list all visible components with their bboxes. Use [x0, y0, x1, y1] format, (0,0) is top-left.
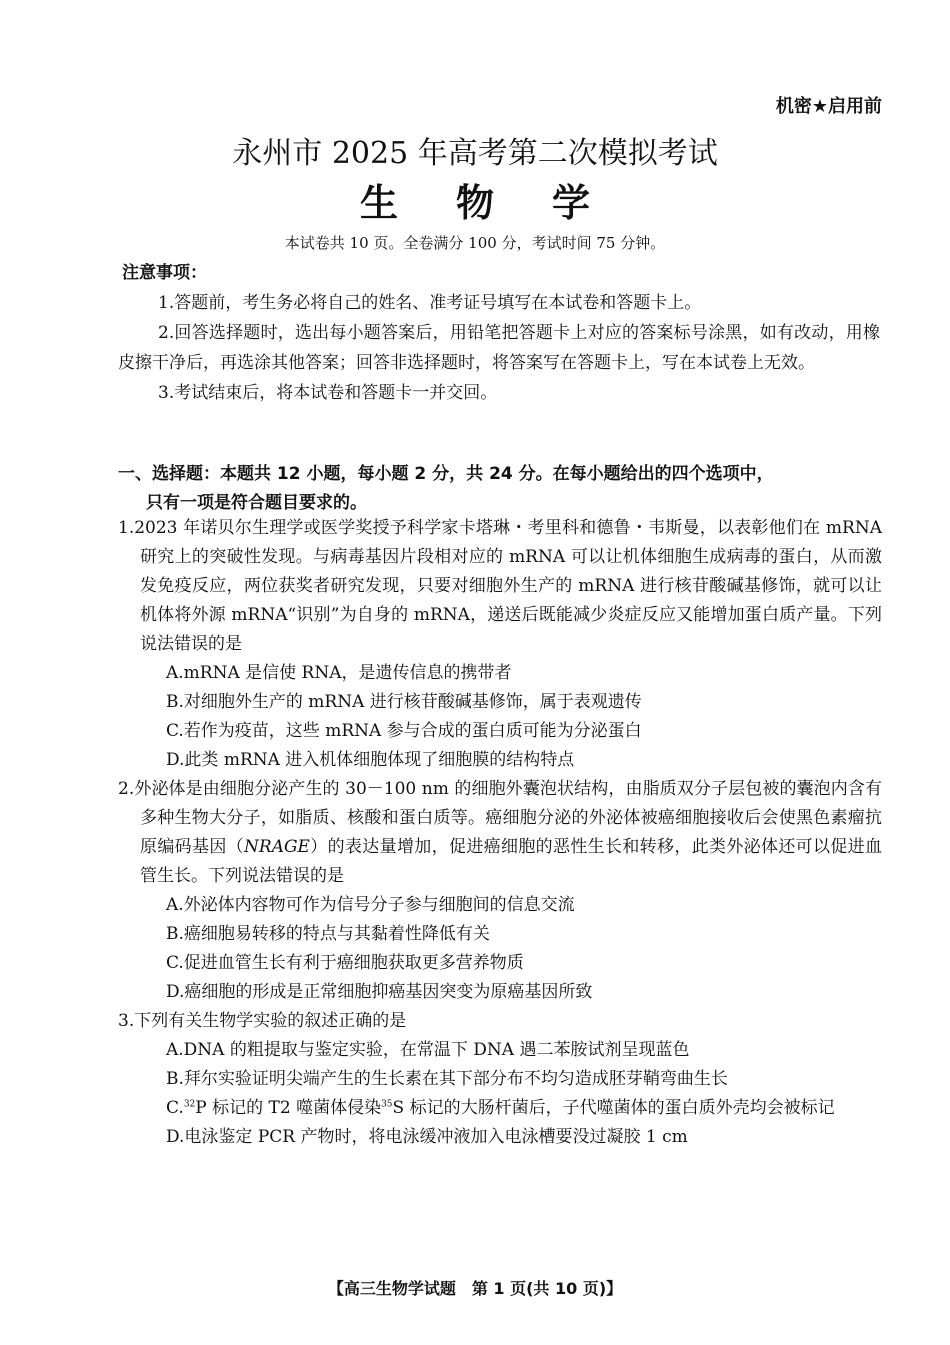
option-c-label: C.	[166, 1098, 184, 1118]
section-heading-line2: 只有一项是符合题目要求的。	[146, 493, 367, 513]
subject-title: 生物学	[359, 181, 648, 225]
question-3-option-a: A.DNA 的粗提取与鉴定实验，在常温下 DNA 遇二苯胺试剂呈现蓝色	[166, 1040, 690, 1060]
question-1	[118, 514, 882, 775]
question-1-stem: 1.2023 年诺贝尔生理学或医学奖授予科学家卡塔琳・考里科和德鲁・韦斯曼，以表彰他们在 mRNA 研究上的突破性发现。与病毒基因片段相对应的 mRNA 可以让机体细胞生成病毒的蛋白，从而激发免疫反应，两位获奖者研究发现，只要对细胞外生产的 mRNA 进行核苷酸碱基修饰，就可以让机体将外源 mRNA“识别”为自身的 mRNA，递送后既能减少炎症反应又能增加蛋白质产量。下列说法错误的是	[118, 518, 882, 654]
notes-block	[118, 258, 880, 408]
option-c-text-2: S 标记的大肠杆菌后，子代噬菌体的蛋白质外壳均会被标记	[392, 1098, 835, 1118]
page-footer: 【高三生物学试题 第 1 页(共 10 页)】	[327, 1279, 623, 1298]
question-1-option-a: A.mRNA 是信使 RNA，是遗传信息的携带者	[166, 663, 512, 683]
notes-heading: 注意事项：	[122, 263, 207, 283]
note-item-1: 1.答题前，考生务必将自己的姓名、准考证号填写在本试卷和答题卡上。	[158, 293, 702, 313]
question-2-option-a: A.外泌体内容物可作为信号分子参与细胞间的信息交流	[166, 895, 575, 915]
question-2-stem-part1: 2.外泌体是由细胞分泌产生的 30－100 nm 的细胞外囊泡状结构，由脂质双分子层包被的囊泡内含有多种生物大分子，如脂质、核酸和蛋白质等。癌细胞分泌的外泌体被癌细胞接收后会使黑色素瘤抗原编码基因（	[118, 779, 882, 857]
section-heading-line1: 一、选择题：本题共 12 小题，每小题 2 分，共 24 分。在每小题给出的四个选项中，	[118, 464, 774, 484]
question-1-option-c: C.若作为疫苗，这些 mRNA 参与合成的蛋白质可能为分泌蛋白	[166, 721, 642, 741]
question-2-option-d: D.癌细胞的形成是正常细胞抑癌基因突变为原癌基因所致	[166, 982, 593, 1002]
exam-info: 本试卷共 10 页。全卷满分 100 分，考试时间 75 分钟。	[284, 234, 666, 252]
question-3-option-b: B.拜尔实验证明尖端产生的生长素在其下部分布不均匀造成胚芽鞘弯曲生长	[166, 1069, 728, 1089]
question-2-stem-part2: ）的表达量增加，促进癌细胞的恶性生长和转移，此类外泌体还可以促进血管生长。下列说法错误的是	[140, 837, 883, 886]
question-2-stem	[118, 775, 882, 891]
question-3	[118, 1007, 882, 1152]
option-c-text-1: P 标记的 T2 噬菌体侵染	[195, 1098, 382, 1118]
question-3-option-d: D.电泳鉴定 PCR 产物时，将电泳缓冲液加入电泳槽要没过凝胶 1 cm	[166, 1127, 688, 1147]
isotope-35: 35	[381, 1099, 393, 1110]
question-2	[118, 775, 882, 1007]
section-heading	[118, 460, 888, 518]
gene-name: NRAGE	[244, 837, 310, 857]
question-2-option-c: C.促进血管生长有利于癌细胞获取更多营养物质	[166, 953, 524, 973]
exam-title: 永州市 2025 年高考第二次模拟考试	[232, 136, 718, 171]
note-item-2: 2.回答选择题时，选出每小题答案后，用铅笔把答题卡上对应的答案标号涂黑，如有改动，用橡皮擦干净后，再选涂其他答案；回答非选择题时，将答案写在答题卡上，写在本试卷上无效。	[118, 323, 880, 373]
question-3-option-c	[118, 1094, 882, 1123]
isotope-32: 32	[183, 1099, 196, 1110]
question-list	[118, 514, 882, 1152]
confidential-mark: 机密★启用前	[775, 96, 882, 117]
question-3-stem: 3.下列有关生物学实验的叙述正确的是	[118, 1011, 407, 1031]
question-2-option-b: B.癌细胞易转移的特点与其黏着性降低有关	[166, 924, 490, 944]
question-1-option-d: D.此类 mRNA 进入机体细胞体现了细胞膜的结构特点	[166, 750, 575, 770]
note-item-3: 3.考试结束后，将本试卷和答题卡一并交回。	[158, 383, 498, 403]
question-1-option-b: B.对细胞外生产的 mRNA 进行核苷酸碱基修饰，属于表观遗传	[166, 692, 642, 712]
